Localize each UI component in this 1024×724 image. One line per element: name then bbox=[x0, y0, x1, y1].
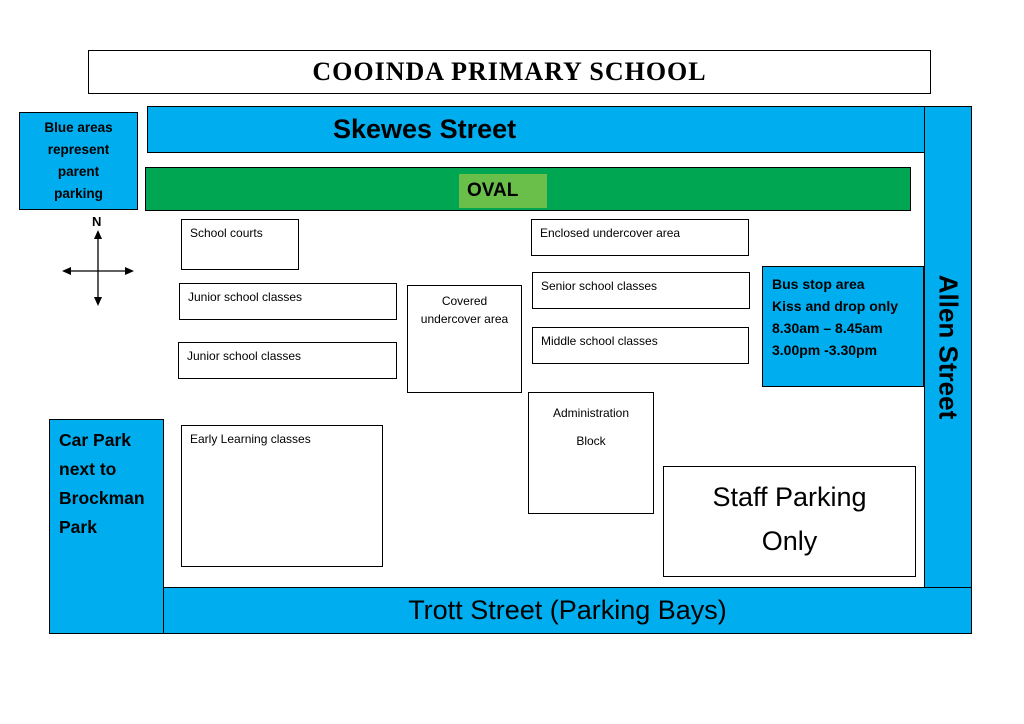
staff-parking bbox=[663, 466, 916, 577]
senior-classes-label: Senior school classes bbox=[541, 279, 658, 293]
allen-street-label: Allen Street bbox=[933, 274, 964, 420]
school-courts bbox=[181, 219, 299, 270]
covered-undercover-line1: Covered bbox=[441, 294, 488, 308]
junior-classes-2 bbox=[178, 342, 397, 379]
covered-undercover-line2: undercover area bbox=[420, 312, 509, 326]
trott-street bbox=[163, 587, 972, 634]
oval-label: OVAL bbox=[459, 174, 547, 208]
skewes-street bbox=[147, 106, 947, 153]
senior-classes bbox=[532, 272, 750, 309]
administration-block bbox=[528, 392, 654, 514]
car-park-line: Car Park bbox=[59, 430, 131, 450]
staff-parking-line2: Only bbox=[761, 526, 818, 556]
bus-stop-line: Kiss and drop only bbox=[772, 298, 899, 314]
staff-parking-line1: Staff Parking bbox=[712, 482, 867, 512]
middle-classes-label: Middle school classes bbox=[541, 334, 658, 348]
junior-classes-2-label: Junior school classes bbox=[187, 349, 302, 363]
compass-north-label: N bbox=[92, 214, 102, 229]
early-learning-label: Early Learning classes bbox=[190, 432, 311, 446]
enclosed-undercover-area bbox=[531, 219, 749, 256]
legend-parent-parking bbox=[19, 112, 138, 210]
junior-classes-1 bbox=[179, 283, 397, 320]
administration-line1: Administration bbox=[552, 406, 630, 420]
bus-stop-line: 3.00pm -3.30pm bbox=[772, 342, 878, 358]
early-learning-classes bbox=[181, 425, 383, 567]
skewes-street-label: Skewes Street bbox=[333, 114, 517, 144]
car-park-line: next to bbox=[59, 459, 117, 479]
administration-line2: Block bbox=[576, 434, 606, 448]
covered-undercover-area bbox=[407, 285, 522, 393]
compass-icon bbox=[62, 212, 134, 306]
page-title: COOINDA PRIMARY SCHOOL bbox=[88, 50, 931, 94]
junior-classes-1-label: Junior school classes bbox=[188, 290, 303, 304]
bus-stop-line: Bus stop area bbox=[772, 276, 865, 292]
trott-street-label: Trott Street (Parking Bays) bbox=[408, 595, 727, 625]
allen-street bbox=[924, 106, 972, 588]
car-park-brockman bbox=[49, 419, 164, 634]
enclosed-undercover-label: Enclosed undercover area bbox=[540, 226, 681, 240]
bus-stop-line: 8.30am – 8.45am bbox=[772, 320, 883, 336]
bus-stop-area bbox=[762, 266, 924, 387]
car-park-line: Park bbox=[59, 517, 97, 537]
legend-text: Blue areas represent parent parking bbox=[44, 120, 113, 201]
school-courts-label: School courts bbox=[190, 226, 263, 240]
middle-classes bbox=[532, 327, 749, 364]
car-park-line: Brockman bbox=[59, 488, 145, 508]
